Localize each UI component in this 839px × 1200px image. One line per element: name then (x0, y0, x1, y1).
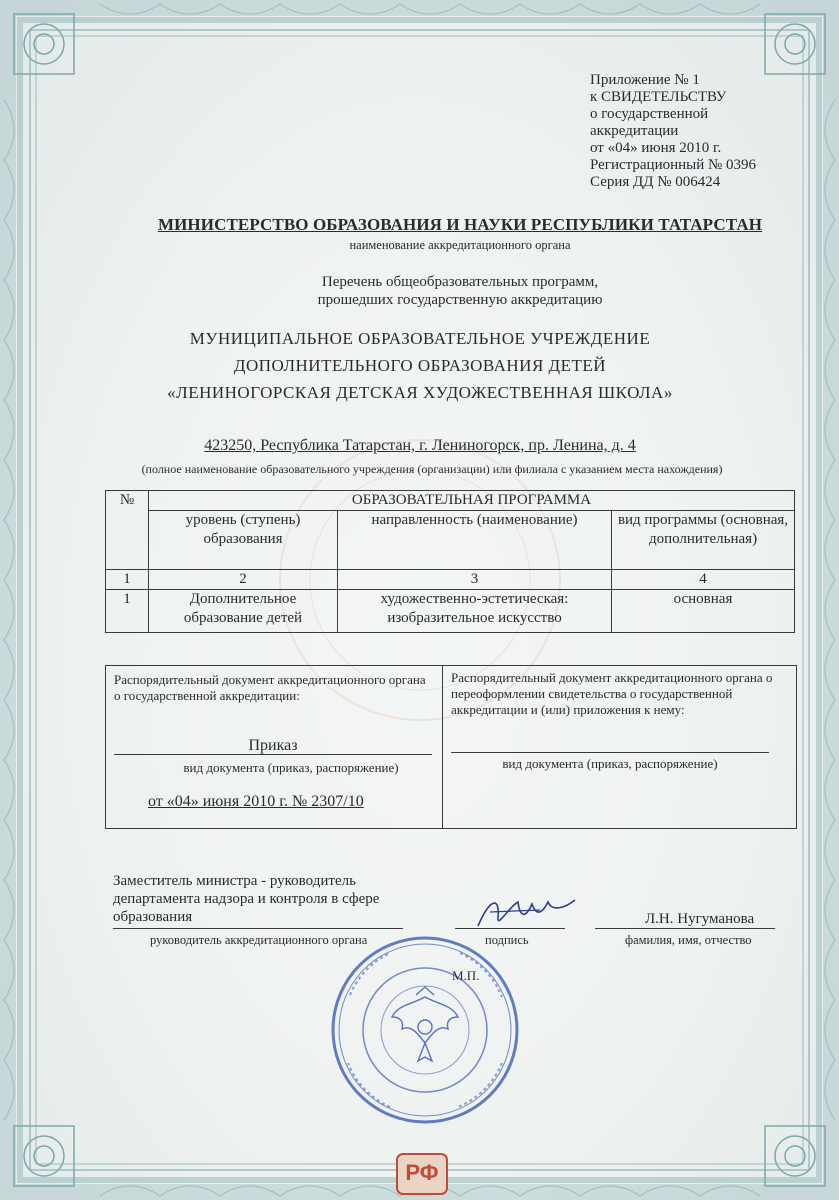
accreditation-document (106, 666, 443, 828)
appendix-reference-2: о государственной (590, 106, 709, 122)
authority-name: МИНИСТЕРСТВО ОБРАЗОВАНИЯ И НАУКИ РЕСПУБЛИКИ ТАТАРСТАН (157, 215, 763, 234)
institution-line-2: ДОПОЛНИТЕЛЬНОГО ОБРАЗОВАНИЯ ДЕТЕЙ (233, 356, 607, 375)
table-row (106, 590, 795, 633)
list-title-line-2: прошедших государственную аккредитацию (317, 292, 603, 308)
index-cell: 4 (612, 570, 795, 590)
institution-caption: (полное наименование образовательного учреждения (организации) или филиала с указанием места нахождения) (141, 462, 723, 476)
row-direction: художественно-эстетическая: изобразительное искусство (338, 590, 612, 633)
appendix-reference-3: аккредитации (590, 123, 679, 139)
list-title-line-1: Перечень общеобразовательных программ, (321, 274, 599, 290)
authority-caption: наименование аккредитационного органа (349, 238, 571, 252)
appendix-date: от «04» июня 2010 г. (590, 140, 722, 156)
row-level: Дополнительное образование детей (149, 590, 338, 633)
appendix-number: Приложение № 1 (590, 72, 700, 88)
registration-number: Регистрационный № 0396 (590, 157, 757, 173)
appendix-reference: к СВИДЕТЕЛЬСТВУ (590, 89, 727, 105)
left-doc-ref: от «04» июня 2010 г. № 2307/10 (148, 793, 364, 810)
left-doc-type: Приказ (248, 737, 298, 754)
handwritten-signature (470, 888, 580, 933)
type-header: вид программы (основная, дополнительная) (612, 511, 795, 570)
official-seal (330, 935, 520, 1125)
caption-position: руководитель аккредитационного органа (150, 933, 368, 947)
signatory-name: Л.Н. Нугуманова (645, 911, 755, 927)
rf-logo-text: РФ (405, 1160, 439, 1185)
position-line-2: департамента надзора и контроля в сфере (113, 891, 380, 907)
index-cell: 1 (106, 570, 149, 590)
list-title (150, 273, 770, 309)
signatory-position (113, 872, 379, 926)
reissue-document (443, 666, 796, 828)
appendix-header (590, 72, 756, 191)
table-index-row (106, 570, 795, 590)
row-number: 1 (106, 590, 149, 633)
caption-signature: подпись (485, 933, 529, 947)
position-line-3: образования (113, 909, 193, 925)
table-subheader-row (106, 511, 795, 570)
program-table (105, 490, 795, 633)
index-cell: 3 (338, 570, 612, 590)
row-type: основная (612, 590, 795, 633)
seal-mark: М.П. (452, 968, 480, 983)
left-doc-caption: вид документа (приказ, распоряжение) (183, 760, 399, 775)
index-cell: 2 (149, 570, 338, 590)
right-doc-caption: вид документа (приказ, распоряжение) (502, 756, 718, 771)
position-line-1: Заместитель министра - руководитель (113, 873, 356, 889)
institution-line-3: «ЛЕНИНОГОРСКАЯ ДЕТСКАЯ ХУДОЖЕСТВЕННАЯ ШКОЛА» (167, 383, 673, 402)
documents-box (105, 665, 797, 829)
caption-name: фамилия, имя, отчество (625, 933, 752, 947)
left-doc-title: Распорядительный документ аккредитационного органа о государственной аккредитации: (114, 672, 426, 703)
direction-header: направленность (наименование) (338, 511, 612, 570)
institution-address: 423250, Республика Татарстан, г. Лениногорск, пр. Ленина, д. 4 (204, 437, 636, 454)
level-header: уровень (ступень) образования (149, 511, 338, 570)
eagle-emblem-icon (392, 987, 458, 1061)
right-doc-title: Распорядительный документ аккредитационного органа о переоформлении свидетельства о государственной аккредитации и (или) приложения к нему: (451, 670, 773, 717)
series-number: Серия ДД № 006424 (590, 174, 721, 190)
program-header: ОБРАЗОВАТЕЛЬНАЯ ПРОГРАММА (149, 491, 795, 511)
institution-line-1: МУНИЦИПАЛЬНОЕ ОБРАЗОВАТЕЛЬНОЕ УЧРЕЖДЕНИЕ (189, 329, 651, 348)
table-header-row (106, 491, 795, 511)
num-header: № (106, 491, 149, 570)
